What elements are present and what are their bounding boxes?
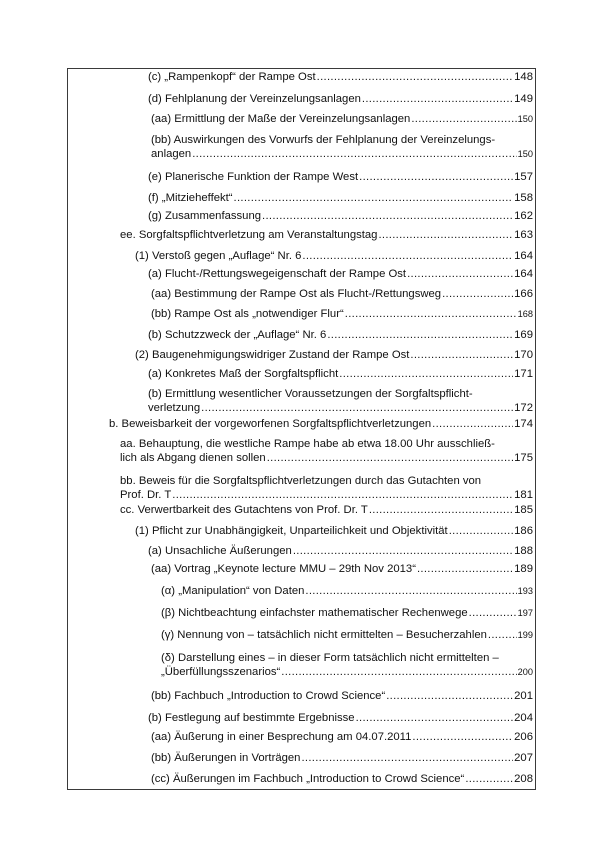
toc-entry[interactable]: ee. Sorgfaltspflichtverletzung am Veranstaltungstag ..... 163 (120, 229, 533, 243)
toc-entry[interactable]: (b) Ermittlung wesentlicher Voraussetzungen der Sorgfaltspflicht- verletzung ..... 172 (148, 388, 533, 415)
toc-entry[interactable]: (a) Unsachliche Äußerungen ..... 188 (148, 545, 533, 559)
toc-entry[interactable]: (g) Zusammenfassung ..... 162 (148, 210, 533, 224)
toc-entry[interactable]: cc. Verwertbarkeit des Gutachtens von Prof. Dr. T ..... 185 (120, 504, 533, 518)
toc-entry[interactable]: (d) Fehlplanung der Vereinzelungsanlagen ..... 149 (148, 93, 533, 107)
toc-entry[interactable]: (2) Baugenehmigungswidriger Zustand der Rampe Ost ..... 170 (135, 349, 533, 363)
toc-entry[interactable]: (bb) Rampe Ost als „notwendiger Flur“ ..... 168 (151, 308, 533, 322)
toc-entry[interactable]: (f) „Mitzieheffekt“ ..... 158 (148, 192, 533, 206)
toc-entry[interactable]: aa. Behauptung, die westliche Rampe habe ab etwa 18.00 Uhr ausschließ- lich als Abgang dienen sollen ..... 175 (120, 438, 533, 465)
toc-entry[interactable]: (β) Nichtbeachtung einfachster mathematischer Rechenwege ..... 197 (161, 607, 533, 621)
toc-entry[interactable]: (aa) Bestimmung der Rampe Ost als Flucht-/Rettungsweg ..... 166 (151, 288, 533, 302)
toc-entry[interactable]: b. Beweisbarkeit der vorgeworfenen Sorgfaltspflichtverletzungen ..... 174 (109, 418, 533, 432)
toc-entry[interactable]: (α) „Manipulation“ von Daten ..... 193 (161, 585, 533, 599)
toc-entry[interactable]: (1) Verstoß gegen „Auflage“ Nr. 6 ..... 164 (135, 250, 533, 264)
toc-entry[interactable]: (1) Pflicht zur Unabhängigkeit, Unparteilichkeit und Objektivität ..... 186 (135, 525, 533, 539)
toc-entry[interactable]: (a) Konkretes Maß der Sorgfaltspflicht ..... 171 (148, 368, 533, 382)
toc-entry[interactable]: (aa) Äußerung in einer Besprechung am 04.07.2011 ..... 206 (151, 731, 533, 745)
toc-entry[interactable]: bb. Beweis für die Sorgfaltspflichtverletzungen durch das Gutachten von Prof. Dr. T ..... 181 (120, 475, 533, 502)
toc-entry[interactable]: (bb) Fachbuch „Introduction to Crowd Science“ ..... 201 (151, 690, 533, 704)
toc-entry[interactable]: (bb) Auswirkungen des Vorwurfs der Fehlplanung der Vereinzelungs- anlagen ..... 150 (151, 134, 533, 161)
toc-entry[interactable]: (γ) Nennung von – tatsächlich nicht ermittelten – Besucherzahlen ..... 199 (161, 629, 533, 643)
toc-entry[interactable]: (b) Schutzzweck der „Auflage“ Nr. 6 ..... 169 (148, 329, 533, 343)
toc-entry[interactable]: (cc) Äußerungen im Fachbuch „Introduction to Crowd Science“ ..... 208 (151, 773, 533, 787)
toc-entry[interactable]: (aa) Ermittlung der Maße der Vereinzelungsanlagen ..... 150 (151, 113, 533, 127)
toc-entry[interactable]: (bb) Äußerungen in Vorträgen ..... 207 (151, 752, 533, 766)
toc-entry[interactable]: (c) „Rampenkopf“ der Rampe Ost ..... 148 (148, 71, 533, 85)
toc-entry[interactable]: (b) Festlegung auf bestimmte Ergebnisse ..... 204 (148, 712, 533, 726)
toc-entry[interactable]: (δ) Darstellung eines – in dieser Form tatsächlich nicht ermittelten – „Überfüllungsszenarios“ ..... 200 (161, 652, 533, 679)
toc-entry[interactable]: (e) Planerische Funktion der Rampe West ..... 157 (148, 171, 533, 185)
toc-entry[interactable]: (aa) Vortrag „Keynote lecture MMU – 29th Nov 2013“ ..... 189 (151, 563, 533, 577)
toc-entry[interactable]: (a) Flucht-/Rettungswegeigenschaft der Rampe Ost ..... 164 (148, 268, 533, 282)
